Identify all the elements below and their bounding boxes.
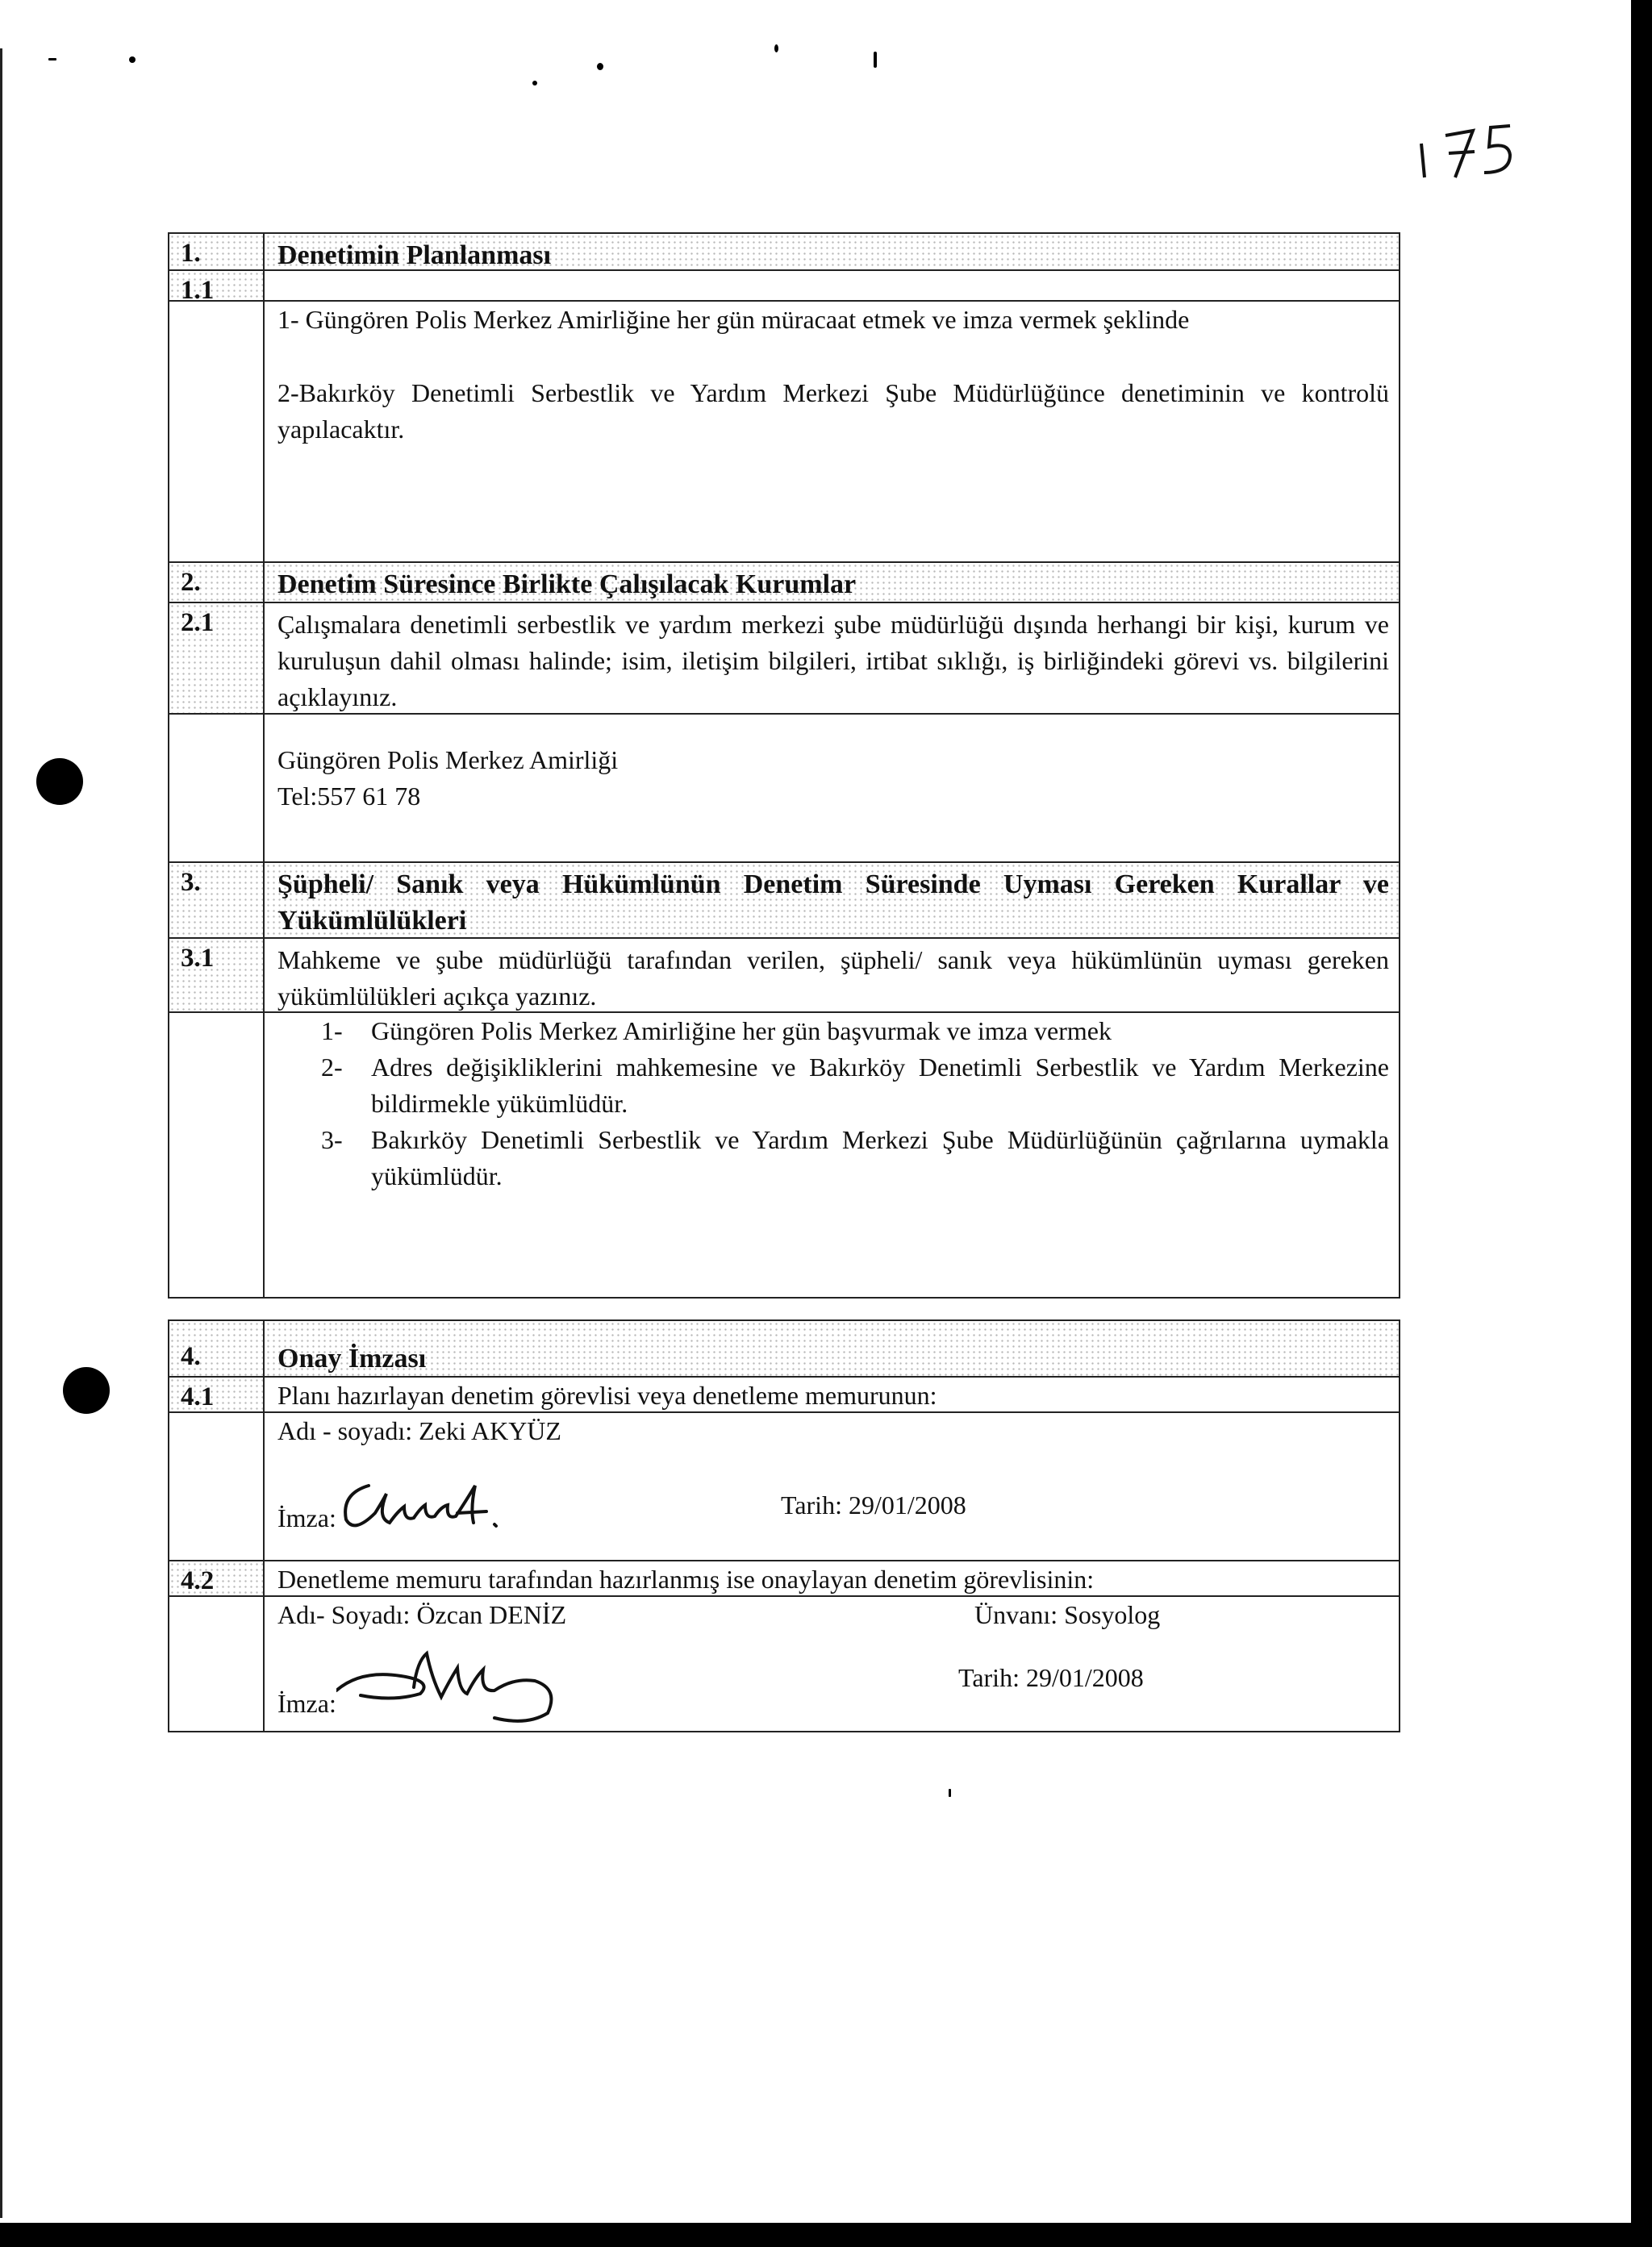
subsection-number: 2.1 <box>169 603 265 713</box>
institution-phone: Tel:557 61 78 <box>277 782 421 811</box>
section-number: 2. <box>169 563 265 602</box>
section3-body <box>169 1013 1399 1297</box>
empty-cell <box>169 715 265 861</box>
list-item-text: Bakırköy Denetimli Serbestlik ve Yardım Merkezi Şube Müdürlüğünün çağrılarına uymakla yükümlüdür. <box>371 1125 1389 1190</box>
preparer-info <box>265 1413 1399 1560</box>
section2-instruction-row <box>169 603 1399 715</box>
section2-header <box>169 563 1399 603</box>
section-title: Şüpheli/ Sanık veya Hükümlünün Denetim Süresinde Uyması Gereken Kurallar ve Yükümlülükleri <box>277 869 1389 936</box>
scan-speck <box>532 81 537 85</box>
section-title: Denetimin Planlanması <box>277 240 552 270</box>
approver-info <box>265 1597 1399 1731</box>
scan-speck <box>597 63 603 70</box>
list-item <box>321 1049 1389 1122</box>
plan-paragraph-1: 1- Güngören Polis Merkez Amirliğine her gün müracaat etmek ve imza vermek şeklinde <box>277 305 1190 334</box>
section3-instruction-row <box>169 939 1399 1013</box>
subsection-number: 4.2 <box>169 1561 265 1595</box>
plan-table <box>168 232 1400 1299</box>
empty-cell <box>169 302 265 561</box>
scan-speck <box>949 1789 951 1797</box>
section4-2-label-row <box>169 1561 1399 1597</box>
instruction-text: Mahkeme ve şube müdürlüğü tarafından verilen, şüpheli/ sanık veya hükümlünün uyması gereken yükümlülükleri açıkça yazınız. <box>277 945 1389 1011</box>
approver-signature <box>336 1645 578 1726</box>
handwritten-page-number <box>1413 103 1542 184</box>
section2-body <box>169 715 1399 863</box>
preparer-signature-line <box>277 1470 522 1537</box>
section-title: Denetim Süresince Birlikte Çalışılacak Kurumlar <box>277 569 857 599</box>
plan-text <box>265 302 1399 561</box>
section-title: Onay İmzası <box>277 1344 427 1374</box>
section4-2-body <box>169 1597 1399 1731</box>
approver-signature-line <box>277 1645 578 1726</box>
section4-1-label-row <box>169 1378 1399 1413</box>
list-item <box>321 1013 1389 1049</box>
section1-header <box>169 234 1399 271</box>
punch-hole <box>63 1367 110 1414</box>
approver-date: Tarih: 29/01/2008 <box>958 1663 1144 1692</box>
institution-info <box>265 715 1399 861</box>
scan-speck <box>874 52 877 68</box>
approver-title: Ünvanı: Sosyolog <box>974 1600 1161 1629</box>
preparer-label: Planı hazırlayan denetim görevlisi veya denetleme memurunun: <box>277 1381 937 1410</box>
list-item-text: Güngören Polis Merkez Amirliğine her gün başvurmak ve imza vermek <box>371 1016 1112 1045</box>
list-marker: 3- <box>321 1125 343 1154</box>
scan-speck <box>774 44 778 52</box>
scan-border-left <box>0 48 2 2218</box>
empty-cell <box>169 1413 265 1560</box>
section-number: 4. <box>169 1321 265 1376</box>
list-item-text: Adres değişikliklerini mahkemesine ve Bakırköy Denetimli Serbestlik ve Yardım Merkezine bildirmekle yükümlüdür. <box>371 1053 1389 1118</box>
approver-name: Adı- Soyadı: Özcan DENİZ <box>277 1600 567 1629</box>
subsection-number: 4.1 <box>169 1378 265 1411</box>
punch-hole <box>36 758 83 805</box>
preparer-date: Tarih: 29/01/2008 <box>781 1490 966 1520</box>
empty-cell <box>169 1013 265 1297</box>
empty-cell <box>169 1597 265 1731</box>
plan-paragraph-2: 2-Bakırköy Denetimli Serbestlik ve Yardım Merkezi Şube Müdürlüğünce denetiminin ve kontrolü yapılacaktır. <box>277 378 1389 444</box>
empty-cell <box>265 271 1399 300</box>
obligation-list <box>265 1013 1399 1297</box>
signature-label: İmza: <box>277 1503 336 1532</box>
preparer-name: Adı - soyadı: Zeki AKYÜZ <box>277 1416 561 1445</box>
section1-body <box>169 302 1399 563</box>
section-number: 1. <box>169 234 265 269</box>
subsection-number: 3.1 <box>169 939 265 1011</box>
section3-header <box>169 863 1399 939</box>
approver-label: Denetleme memuru tarafından hazırlanmış ise onaylayan denetim görevlisinin: <box>277 1565 1095 1594</box>
institution-name: Güngören Polis Merkez Amirliği <box>277 745 619 774</box>
subsection-number: 1.1 <box>169 271 265 300</box>
list-marker: 1- <box>321 1016 343 1045</box>
list-item <box>321 1122 1389 1194</box>
scan-speck <box>129 56 136 63</box>
preparer-signature <box>336 1470 522 1537</box>
signature-label: İmza: <box>277 1689 336 1718</box>
scan-border-right <box>1631 0 1652 2247</box>
section4-header <box>169 1321 1399 1378</box>
section1-subheader <box>169 271 1399 305</box>
approval-table <box>168 1319 1400 1732</box>
list-marker: 2- <box>321 1053 343 1082</box>
instruction-text: Çalışmalara denetimli serbestlik ve yardım merkezi şube müdürlüğü dışında herhangi bir kişi, kurum ve kuruluşun dahil olması halinde; isim, iletişim bilgileri, irtibat sıklığı, iş birliğindeki görevi vs. bilgilerini açıklayınız. <box>277 610 1389 711</box>
section-number: 3. <box>169 863 265 937</box>
section4-1-body <box>169 1413 1399 1561</box>
scan-speck <box>48 58 56 60</box>
scan-border-bottom <box>0 2223 1652 2247</box>
